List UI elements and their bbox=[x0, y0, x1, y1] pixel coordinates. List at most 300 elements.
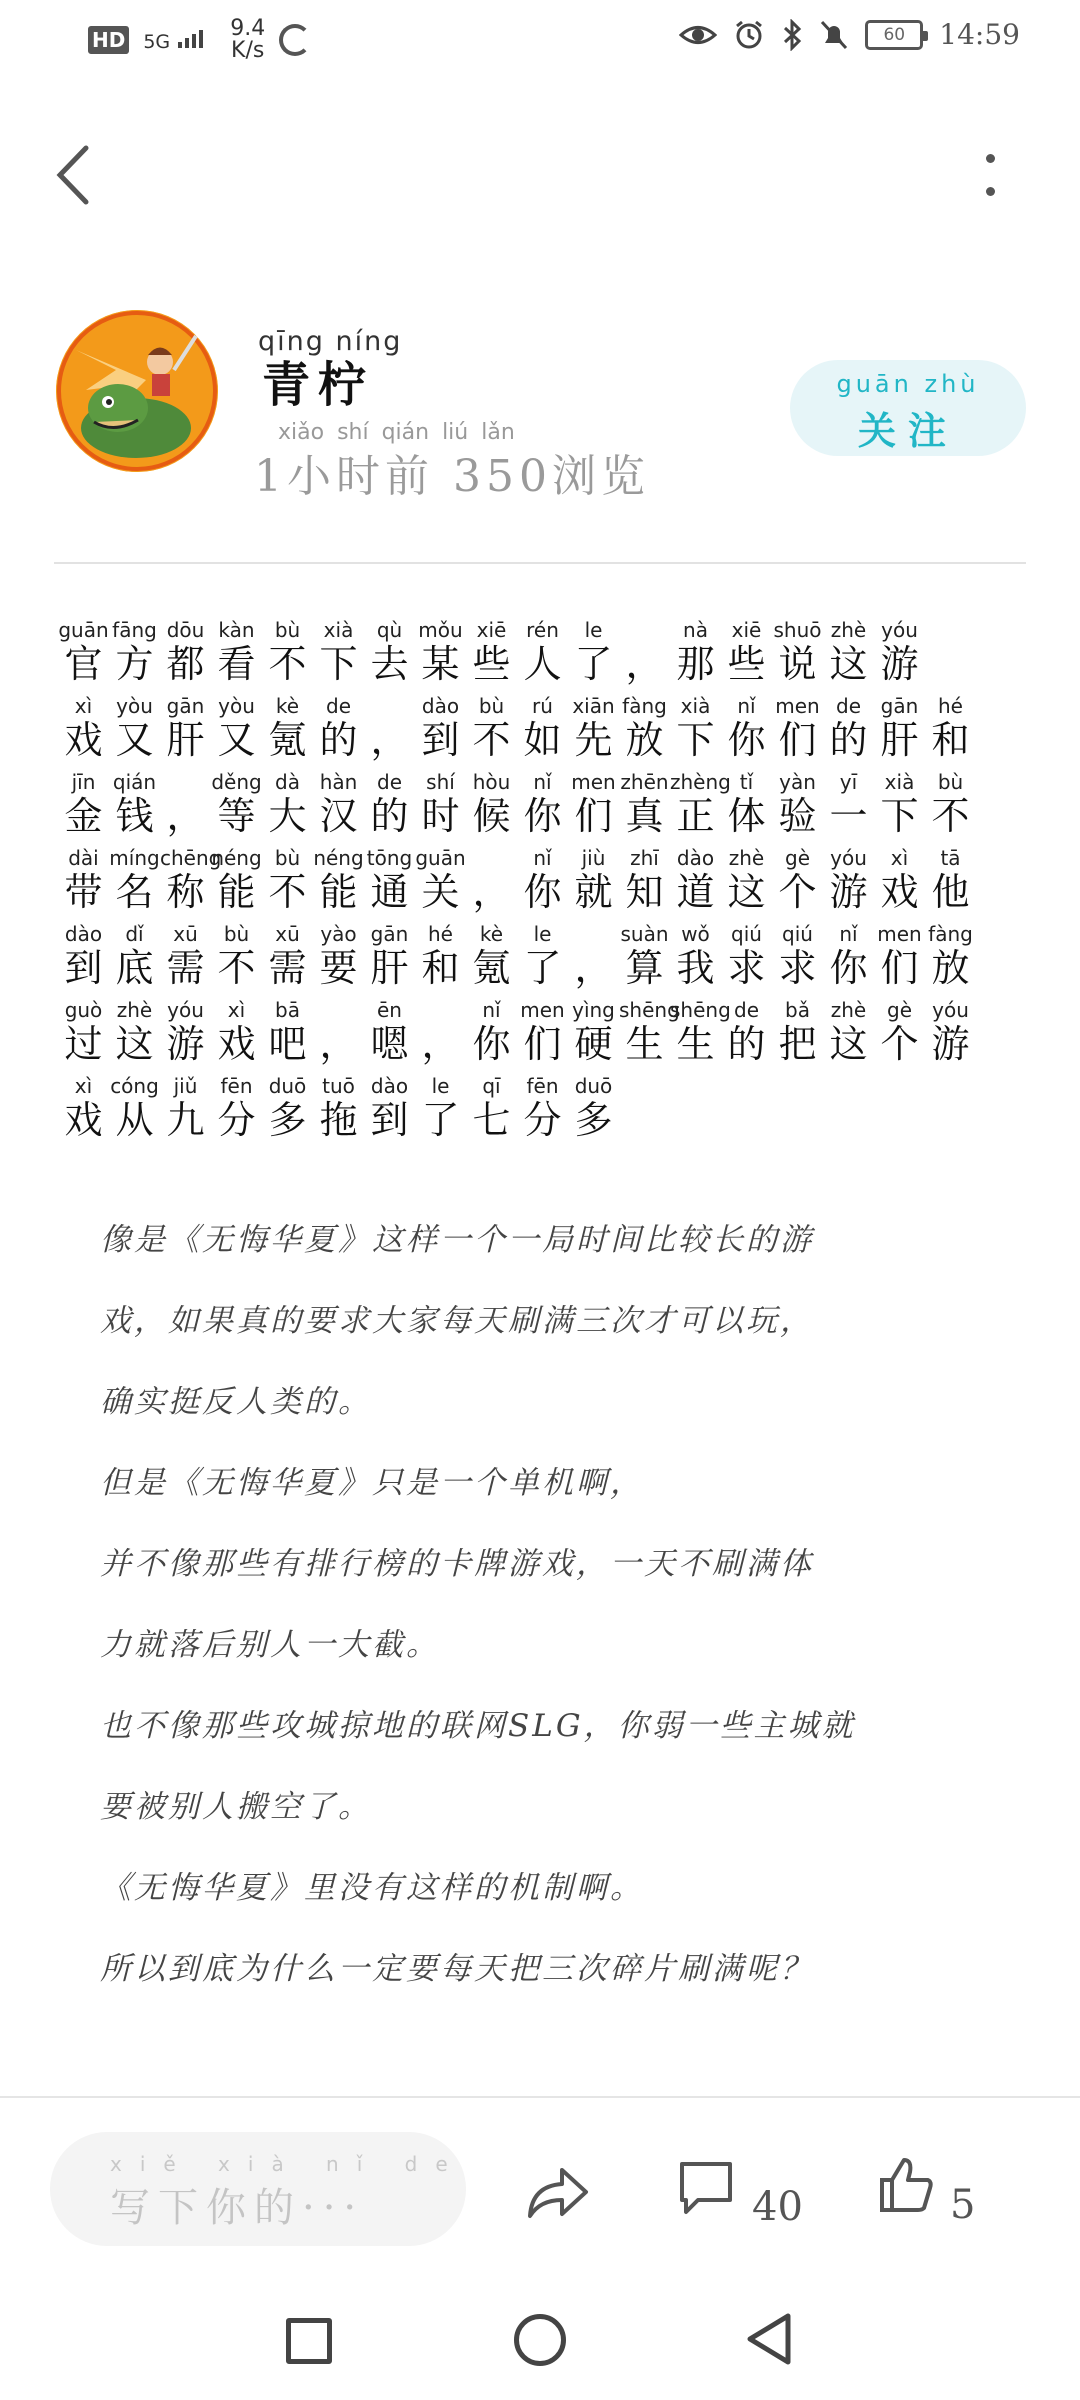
share-icon[interactable] bbox=[524, 2162, 590, 2222]
pinyin: gān bbox=[370, 922, 409, 946]
pinyin: fēn bbox=[220, 1074, 253, 1098]
image-text-line: 《无悔华夏》里没有这样的机制啊。 bbox=[100, 1870, 644, 1906]
hanzi: 要 bbox=[319, 946, 358, 990]
thumbs-up-icon[interactable] bbox=[876, 2154, 936, 2216]
pinyin: dào bbox=[676, 846, 715, 870]
ruby-char bbox=[211, 846, 262, 922]
ruby-char bbox=[211, 694, 262, 770]
hanzi: 肝 bbox=[880, 718, 919, 762]
pinyin: bù bbox=[274, 846, 301, 870]
post-body bbox=[58, 618, 1038, 1150]
hanzi: 说 bbox=[778, 642, 817, 686]
author-name-pinyin: qīng níng bbox=[258, 326, 403, 357]
ruby-char bbox=[772, 618, 823, 694]
pinyin bbox=[568, 922, 619, 946]
ruby-char bbox=[313, 694, 364, 770]
ruby-char bbox=[619, 998, 680, 1074]
hanzi: 这 bbox=[727, 870, 766, 914]
pinyin: xiē bbox=[476, 618, 507, 642]
pinyin: xū bbox=[173, 922, 198, 946]
hanzi: 你 bbox=[472, 1022, 511, 1066]
status-right bbox=[679, 18, 1020, 51]
ruby-char bbox=[58, 1074, 109, 1150]
pinyin: bù bbox=[478, 694, 505, 718]
pinyin: zhēn bbox=[620, 770, 669, 794]
ruby-char bbox=[262, 694, 313, 770]
ruby-char bbox=[670, 770, 731, 846]
pinyin: guān bbox=[415, 846, 466, 870]
pinyin: bù bbox=[223, 922, 250, 946]
ruby-char bbox=[109, 922, 160, 998]
pinyin: men bbox=[775, 694, 820, 718]
hanzi: 些 bbox=[727, 642, 766, 686]
alarm-icon bbox=[733, 19, 765, 51]
pinyin: le bbox=[533, 922, 552, 946]
pinyin: gè bbox=[785, 846, 810, 870]
pinyin bbox=[364, 694, 415, 718]
author-name[interactable]: 青柠 bbox=[262, 357, 375, 413]
hanzi: 们 bbox=[778, 718, 817, 762]
post-meta: 1小时前 350浏览 bbox=[254, 451, 650, 502]
pinyin: tǐ bbox=[739, 770, 754, 794]
signal-label: 5G bbox=[143, 31, 171, 53]
pinyin: qiú bbox=[731, 922, 762, 946]
recents-button[interactable] bbox=[286, 2318, 332, 2364]
pinyin: jīn bbox=[71, 770, 96, 794]
avatar[interactable] bbox=[56, 310, 218, 472]
ruby-char bbox=[670, 694, 721, 770]
ruby-char bbox=[160, 1074, 211, 1150]
comment-count: 40 bbox=[752, 2184, 803, 2230]
comment-input-pinyin: xiě xià nǐ de bbox=[110, 2152, 466, 2176]
ruby-char bbox=[568, 694, 619, 770]
ruby-char bbox=[874, 922, 925, 998]
hanzi: 通 bbox=[370, 870, 409, 914]
ruby-char bbox=[58, 694, 109, 770]
text-line bbox=[58, 618, 1038, 694]
pinyin: zhè bbox=[728, 846, 765, 870]
hanzi: 七 bbox=[472, 1098, 511, 1142]
hanzi: ， bbox=[319, 1022, 358, 1066]
ruby-char bbox=[925, 922, 976, 998]
ruby-char bbox=[160, 618, 211, 694]
pinyin: yòu bbox=[116, 694, 153, 718]
ruby-char bbox=[415, 770, 466, 846]
hanzi: 的 bbox=[370, 794, 409, 838]
signal-icon bbox=[143, 28, 216, 52]
hanzi: 们 bbox=[523, 1022, 562, 1066]
pinyin: shí bbox=[426, 770, 455, 794]
hanzi: 时 bbox=[421, 794, 460, 838]
more-dot bbox=[986, 154, 995, 163]
pinyin: kàn bbox=[218, 618, 255, 642]
hanzi: 知 bbox=[625, 870, 664, 914]
pinyin: rén bbox=[526, 618, 559, 642]
hanzi: 过 bbox=[64, 1022, 103, 1066]
pinyin: xià bbox=[323, 618, 354, 642]
eye-icon bbox=[679, 22, 717, 48]
hanzi: 下 bbox=[676, 718, 715, 762]
pinyin: dào bbox=[421, 694, 460, 718]
pinyin: yóu bbox=[830, 846, 867, 870]
hanzi: 了 bbox=[523, 946, 562, 990]
hd-badge: HD bbox=[88, 26, 129, 54]
hanzi: 些 bbox=[472, 642, 511, 686]
divider bbox=[54, 562, 1026, 564]
ruby-char bbox=[415, 922, 466, 998]
image-text-line: 力就落后别人一大截。 bbox=[100, 1627, 440, 1663]
ruby-char bbox=[364, 618, 415, 694]
hanzi: 看 bbox=[217, 642, 256, 686]
hanzi: 戏 bbox=[880, 870, 919, 914]
pinyin: dài bbox=[68, 846, 99, 870]
pinyin: xiē bbox=[731, 618, 762, 642]
pinyin: zhè bbox=[116, 998, 153, 1022]
ruby-char bbox=[823, 922, 874, 998]
hanzi: ， bbox=[625, 642, 664, 686]
hanzi: 这 bbox=[829, 642, 868, 686]
ruby-char bbox=[517, 618, 568, 694]
text-line bbox=[58, 846, 1038, 922]
ruby-char bbox=[211, 998, 262, 1074]
hanzi: 戏 bbox=[64, 1098, 103, 1142]
pinyin: fāng bbox=[112, 618, 157, 642]
hanzi: 到 bbox=[370, 1098, 409, 1142]
more-dot bbox=[986, 187, 995, 196]
pinyin: zhèng bbox=[670, 770, 731, 794]
pinyin: xiān bbox=[572, 694, 615, 718]
hanzi: 等 bbox=[217, 794, 256, 838]
hanzi: 肝 bbox=[370, 946, 409, 990]
pinyin: tā bbox=[940, 846, 961, 870]
hanzi: 的 bbox=[829, 718, 868, 762]
hanzi: 关 bbox=[421, 870, 460, 914]
ruby-char bbox=[466, 618, 517, 694]
ruby-char bbox=[517, 922, 568, 998]
ruby-char bbox=[262, 618, 313, 694]
ruby-char bbox=[568, 618, 619, 694]
ruby-char bbox=[211, 770, 262, 846]
status-bar bbox=[0, 0, 1080, 80]
pinyin: yìng bbox=[572, 998, 615, 1022]
pinyin: qī bbox=[482, 1074, 501, 1098]
pinyin: dà bbox=[275, 770, 300, 794]
ruby-char bbox=[415, 618, 466, 694]
pinyin: fēn bbox=[526, 1074, 559, 1098]
ruby-char bbox=[415, 694, 466, 770]
pinyin: fàng bbox=[622, 694, 667, 718]
pinyin bbox=[160, 770, 211, 794]
pinyin: yóu bbox=[932, 998, 969, 1022]
hanzi: 又 bbox=[115, 718, 154, 762]
ruby-char bbox=[874, 618, 925, 694]
pinyin: kè bbox=[479, 922, 504, 946]
ruby-char bbox=[364, 922, 415, 998]
image-text-line: 所以到底为什么一定要每天把三次碎片刷满呢？ bbox=[100, 1951, 814, 1987]
hanzi: 不 bbox=[472, 718, 511, 762]
hanzi: 底 bbox=[115, 946, 154, 990]
pinyin: shēng bbox=[670, 998, 731, 1022]
pinyin: shēng bbox=[619, 998, 680, 1022]
ruby-char bbox=[517, 770, 568, 846]
hanzi: 求 bbox=[778, 946, 817, 990]
pinyin: rú bbox=[532, 694, 553, 718]
pinyin: guò bbox=[64, 998, 103, 1022]
ruby-char bbox=[721, 846, 772, 922]
ruby-char bbox=[670, 998, 731, 1074]
ruby-char bbox=[874, 694, 925, 770]
hanzi: 需 bbox=[166, 946, 205, 990]
hanzi: 下 bbox=[880, 794, 919, 838]
pinyin: dào bbox=[64, 922, 103, 946]
hanzi: 正 bbox=[676, 794, 715, 838]
hanzi: 我 bbox=[676, 946, 715, 990]
pinyin: de bbox=[377, 770, 402, 794]
ruby-char bbox=[466, 694, 517, 770]
hanzi: 官 bbox=[64, 642, 103, 686]
hanzi: 一 bbox=[829, 794, 868, 838]
ruby-char bbox=[466, 770, 517, 846]
pinyin: men bbox=[877, 922, 922, 946]
pinyin: xì bbox=[227, 998, 246, 1022]
ruby-char bbox=[313, 1074, 364, 1150]
pinyin: zhè bbox=[830, 998, 867, 1022]
hanzi: ， bbox=[370, 718, 409, 762]
pinyin: suàn bbox=[620, 922, 669, 946]
hanzi: 多 bbox=[268, 1098, 307, 1142]
pinyin: hé bbox=[938, 694, 963, 718]
pinyin: nǐ bbox=[839, 922, 858, 946]
ruby-char bbox=[823, 618, 874, 694]
ruby-char bbox=[160, 694, 211, 770]
pinyin: yàn bbox=[779, 770, 816, 794]
hanzi: ， bbox=[574, 946, 613, 990]
hanzi: 这 bbox=[829, 1022, 868, 1066]
hanzi: 戏 bbox=[64, 718, 103, 762]
ruby-char bbox=[874, 770, 925, 846]
ruby-char bbox=[772, 694, 823, 770]
hanzi: 生 bbox=[625, 1022, 664, 1066]
pinyin bbox=[415, 998, 466, 1022]
pinyin: xià bbox=[680, 694, 711, 718]
text-line bbox=[58, 770, 1038, 846]
ruby-char bbox=[619, 618, 670, 694]
pinyin: néng bbox=[313, 846, 364, 870]
hanzi: 带 bbox=[64, 870, 103, 914]
ruby-char bbox=[721, 618, 772, 694]
ruby-char bbox=[364, 694, 415, 770]
ruby-char bbox=[364, 846, 415, 922]
pinyin: xì bbox=[890, 846, 909, 870]
ruby-char bbox=[58, 922, 109, 998]
hanzi: 吧 bbox=[268, 1022, 307, 1066]
hanzi: 硬 bbox=[574, 1022, 613, 1066]
pinyin: gān bbox=[166, 694, 205, 718]
more-vertical-icon[interactable] bbox=[970, 150, 1010, 200]
pinyin: bā bbox=[275, 998, 300, 1022]
pinyin: qián bbox=[112, 770, 157, 794]
hanzi: 戏 bbox=[217, 1022, 256, 1066]
ruby-char bbox=[925, 846, 976, 922]
follow-pinyin: guān zhù bbox=[836, 370, 980, 398]
hanzi: ， bbox=[166, 794, 205, 838]
ruby-char bbox=[568, 1074, 619, 1150]
pinyin: duō bbox=[268, 1074, 307, 1098]
pinyin: cóng bbox=[110, 1074, 159, 1098]
image-text-line: 并不像那些有排行榜的卡牌游戏，一天不刷满体 bbox=[100, 1546, 814, 1582]
ruby-char bbox=[58, 846, 109, 922]
ruby-char bbox=[109, 694, 160, 770]
pinyin: bù bbox=[274, 618, 301, 642]
hanzi: 多 bbox=[574, 1098, 613, 1142]
comment-icon[interactable] bbox=[676, 2158, 736, 2218]
battery-icon bbox=[865, 20, 923, 50]
pinyin: ēn bbox=[377, 998, 402, 1022]
pinyin: yào bbox=[320, 922, 357, 946]
hanzi: 不 bbox=[268, 642, 307, 686]
hanzi: 那 bbox=[676, 642, 715, 686]
pinyin: yóu bbox=[167, 998, 204, 1022]
ruby-char bbox=[619, 922, 670, 998]
pinyin: xià bbox=[884, 770, 915, 794]
pinyin: xū bbox=[275, 922, 300, 946]
hanzi: 去 bbox=[370, 642, 409, 686]
ruby-char bbox=[313, 922, 364, 998]
pinyin: qiú bbox=[782, 922, 813, 946]
hanzi: 能 bbox=[217, 870, 256, 914]
pinyin: tuō bbox=[322, 1074, 355, 1098]
pinyin: míng bbox=[109, 846, 160, 870]
pinyin bbox=[313, 998, 364, 1022]
ruby-char bbox=[109, 618, 160, 694]
hanzi: 氪 bbox=[472, 946, 511, 990]
pinyin: de bbox=[326, 694, 351, 718]
image-text-line: 要被别人搬空了。 bbox=[100, 1789, 372, 1825]
home-button[interactable] bbox=[514, 2314, 566, 2366]
pinyin: wǒ bbox=[681, 922, 710, 946]
hanzi: 先 bbox=[574, 718, 613, 762]
speed-value: 9.4 bbox=[230, 16, 266, 41]
ruby-char bbox=[415, 1074, 466, 1150]
pinyin: bǎ bbox=[785, 998, 810, 1022]
speed-unit: K/s bbox=[231, 38, 265, 63]
hanzi: 他 bbox=[931, 870, 970, 914]
pinyin: dǐ bbox=[125, 922, 144, 946]
ruby-char bbox=[364, 1074, 415, 1150]
pinyin: néng bbox=[211, 846, 262, 870]
ruby-char bbox=[415, 998, 466, 1074]
follow-button[interactable] bbox=[790, 360, 1026, 456]
ruby-char bbox=[262, 922, 313, 998]
hanzi: 不 bbox=[931, 794, 970, 838]
hanzi: 不 bbox=[217, 946, 256, 990]
ruby-char bbox=[670, 922, 721, 998]
hanzi: 金 bbox=[64, 794, 103, 838]
pinyin: de bbox=[836, 694, 861, 718]
pinyin: le bbox=[584, 618, 603, 642]
pinyin: jiǔ bbox=[173, 1074, 198, 1098]
ruby-char bbox=[364, 998, 415, 1074]
hanzi: 候 bbox=[472, 794, 511, 838]
pinyin: hé bbox=[428, 922, 453, 946]
ruby-char bbox=[517, 846, 568, 922]
comment-input[interactable] bbox=[50, 2132, 466, 2246]
back-triangle-icon[interactable] bbox=[742, 2310, 796, 2368]
hanzi: 放 bbox=[931, 946, 970, 990]
pinyin: nǐ bbox=[533, 846, 552, 870]
hanzi: 游 bbox=[931, 1022, 970, 1066]
pinyin: zhè bbox=[830, 618, 867, 642]
ruby-char bbox=[109, 846, 160, 922]
hanzi: 游 bbox=[829, 870, 868, 914]
image-text-line: 也不像那些攻城掠地的联网SLG，你弱一些主城就 bbox=[100, 1708, 856, 1744]
chevron-left-icon[interactable] bbox=[50, 140, 100, 210]
ruby-char bbox=[772, 922, 823, 998]
ruby-char bbox=[466, 1074, 517, 1150]
hanzi: 和 bbox=[931, 718, 970, 762]
post-image[interactable] bbox=[100, 1210, 1000, 2020]
hanzi: 的 bbox=[727, 1022, 766, 1066]
ruby-char bbox=[925, 694, 976, 770]
comment-input-placeholder: 写下你的··· bbox=[110, 2185, 365, 2231]
ruby-char bbox=[721, 998, 772, 1074]
hanzi: 就 bbox=[574, 870, 613, 914]
hanzi: 九 bbox=[166, 1098, 205, 1142]
pinyin: tōng bbox=[366, 846, 413, 870]
image-text-line: 戏，如果真的要求大家每天刷满三次才可以玩， bbox=[100, 1303, 814, 1339]
pinyin: shuō bbox=[773, 618, 822, 642]
pinyin bbox=[466, 846, 517, 870]
hanzi: 的 bbox=[319, 718, 358, 762]
hanzi: 了 bbox=[421, 1098, 460, 1142]
image-text-line: 像是《无悔华夏》这样一个一局时间比较长的游 bbox=[100, 1222, 814, 1258]
hanzi: 拖 bbox=[319, 1098, 358, 1142]
ruby-char bbox=[160, 770, 211, 846]
ruby-char bbox=[925, 998, 976, 1074]
hanzi: 名 bbox=[115, 870, 154, 914]
ruby-char bbox=[313, 846, 364, 922]
hanzi: 个 bbox=[880, 1022, 919, 1066]
pinyin: nà bbox=[683, 618, 708, 642]
ruby-char bbox=[109, 1074, 160, 1150]
pinyin: nǐ bbox=[482, 998, 501, 1022]
ruby-char bbox=[568, 998, 619, 1074]
post-meta-pinyin: xiǎo shí qián liú lǎn bbox=[278, 420, 515, 445]
hanzi: 验 bbox=[778, 794, 817, 838]
ruby-char bbox=[517, 998, 568, 1074]
hanzi: 道 bbox=[676, 870, 715, 914]
hanzi: 算 bbox=[625, 946, 664, 990]
ruby-char bbox=[160, 922, 211, 998]
pinyin: děng bbox=[211, 770, 262, 794]
ruby-char bbox=[364, 770, 415, 846]
image-text-line: 确实挺反人类的。 bbox=[100, 1384, 372, 1420]
ruby-char bbox=[874, 846, 925, 922]
hanzi: 们 bbox=[574, 794, 613, 838]
ruby-char bbox=[58, 618, 109, 694]
pinyin: hàn bbox=[319, 770, 358, 794]
ruby-char bbox=[670, 846, 721, 922]
ruby-char bbox=[313, 770, 364, 846]
hanzi: 钱 bbox=[115, 794, 154, 838]
ruby-char bbox=[823, 770, 874, 846]
hanzi: 分 bbox=[523, 1098, 562, 1142]
ruby-char bbox=[517, 694, 568, 770]
network-speed bbox=[230, 18, 265, 62]
ruby-char bbox=[211, 922, 262, 998]
loading-icon bbox=[279, 24, 311, 56]
system-nav-bar bbox=[0, 2282, 1080, 2400]
